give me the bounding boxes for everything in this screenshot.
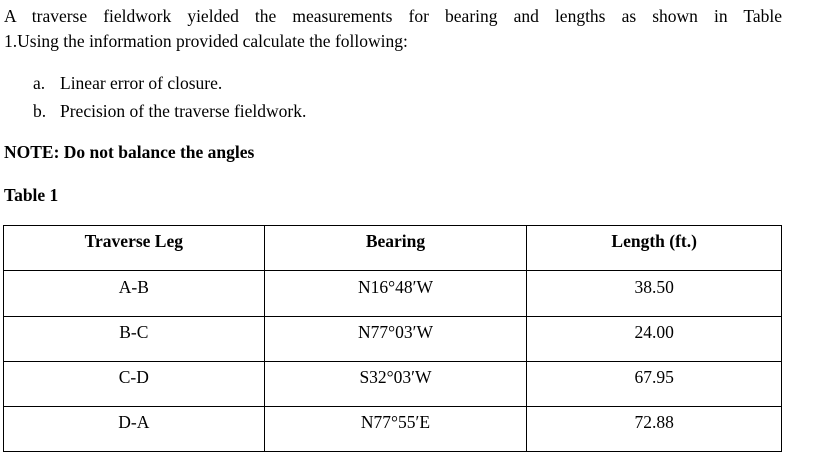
column-header-length: Length (ft.) xyxy=(527,226,782,271)
task-item xyxy=(33,98,306,126)
table-row xyxy=(4,362,782,407)
task-marker: a. xyxy=(33,73,46,93)
table-header-row xyxy=(4,226,782,271)
table-row xyxy=(4,407,782,452)
table-caption: Table 1 xyxy=(4,185,59,205)
cell-length: 24.00 xyxy=(527,317,782,362)
task-text: Linear error of closure. xyxy=(60,73,223,93)
task-item xyxy=(33,70,306,98)
task-marker: b. xyxy=(33,100,47,121)
problem-statement-line-1: A traverse fieldwork yielded the measurements for bearing and lengths as shown in Table xyxy=(4,6,782,26)
traverse-table xyxy=(3,225,782,452)
note-text: NOTE: Do not balance the angles xyxy=(4,142,255,162)
cell-traverse-leg: D-A xyxy=(4,407,265,452)
column-header-bearing: Bearing xyxy=(264,226,527,271)
table-row xyxy=(4,317,782,362)
problem-statement-line-2: 1.Using the information provided calculate the following: xyxy=(4,31,408,51)
cell-traverse-leg: A-B xyxy=(4,271,265,317)
cell-bearing: N77°03′W xyxy=(264,317,527,362)
column-header-traverse-leg: Traverse Leg xyxy=(4,226,265,271)
cell-bearing: S32°03′W xyxy=(264,362,527,407)
cell-length: 38.50 xyxy=(527,271,782,317)
task-text: Precision of the traverse fieldwork. xyxy=(60,100,307,121)
cell-bearing: N77°55′E xyxy=(264,407,527,452)
table-row xyxy=(4,271,782,317)
cell-length: 67.95 xyxy=(527,362,782,407)
problem-statement xyxy=(4,4,782,54)
task-list xyxy=(33,70,306,125)
cell-traverse-leg: C-D xyxy=(4,362,265,407)
cell-traverse-leg: B-C xyxy=(4,317,265,362)
cell-bearing: N16°48′W xyxy=(264,271,527,317)
cell-length: 72.88 xyxy=(527,407,782,452)
